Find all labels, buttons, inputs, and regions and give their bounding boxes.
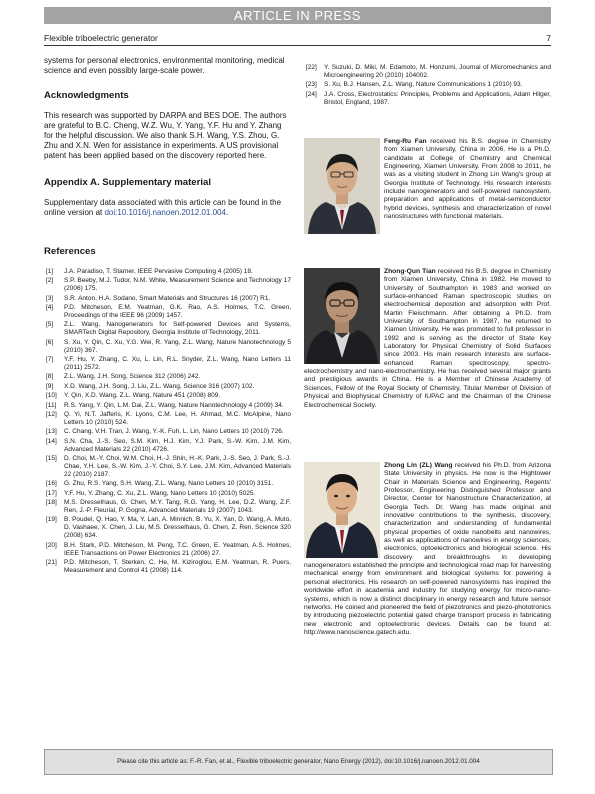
supplementary-doi-link[interactable]: doi:10.1016/j.nanoen.2012.01.004 bbox=[104, 208, 226, 217]
reference-text: X.D. Wang, J.H. Song, J. Liu, Z.L. Wang, Science 316 (2007) 102. bbox=[64, 382, 255, 390]
reference-number: [6] bbox=[46, 338, 54, 346]
author-photo-tian bbox=[304, 268, 380, 364]
reference-item bbox=[44, 516, 291, 540]
reference-number: [9] bbox=[46, 382, 54, 390]
author-photo-wang bbox=[304, 462, 380, 558]
appendix-body: Supplementary data associated with this article can be found in the online version at bbox=[44, 198, 282, 217]
reference-text: P.D. Mitcheson, E.M. Yeatman, G.K. Rao, A.S. Holmes, T.C. Green, Proceedings of the IEEE 96 (2009) 1457. bbox=[64, 304, 291, 320]
appendix-heading: Appendix A. Supplementary material bbox=[44, 177, 212, 188]
reference-text: S.R. Anton, H.A. Sodano, Smart Materials and Structures 16 (2007) R1. bbox=[64, 294, 271, 302]
running-head bbox=[44, 31, 551, 46]
bio-name: Feng-Ru Fan bbox=[384, 138, 427, 145]
citation-footer: Please cite this article as: F.-R. Fan, et al., Flexible triboelectric generator, Nano Energy (2012), doi:10.1016/j.nanoen.2012.01.004 bbox=[44, 749, 553, 775]
reference-text: B.H. Stark, P.D. Mitcheson, M. Peng, T.C. Green, E. Yeatman, A.S. Holmes, IEEE Transactions on Power Electronics 21 (2006) 27. bbox=[64, 541, 291, 557]
reference-number: [15] bbox=[46, 455, 57, 463]
reference-item bbox=[44, 304, 291, 320]
page-number: 7 bbox=[546, 33, 551, 43]
reference-text: S. Xu, Y. Qin, C. Xu, Y.G. Wei, R. Yang, Z.L. Wang, Nature Nanotechnology 5 (2010) 367. bbox=[64, 338, 291, 354]
reference-list-left bbox=[44, 268, 291, 575]
reference-text: Y.F. Hu, Y. Zhang, C. Xu, Z.L. Wang, Nano Letters 10 (2010) 5025. bbox=[64, 489, 256, 497]
reference-item bbox=[44, 542, 291, 558]
bio-body: received his B.S. degree in Chemistry from Xiamen University, China in 1982. He moved to University of Southampton in 1983 and worked on surface-enhanced Raman spectroscopic studies on electrochemical deposition and adsorption with Prof. Martin Fleischmann. After obtaining a Ph.D. from University of Southampton in 1987, he returned to Xiamen University. He was promoted to full professor in 1992 and is serving as the director of State Key Laboratory for Physical Chemistry of Solid Surfaces since 2003. His main research interests are surface-enhanced Raman spectroscopy, spectro-electrochemistry and nano-electrochemistry. He has received several major grants and prestigious awards in China. He is a Member of Chinese Academy of Sciences, Fellow of the Royal Society of Chemistry, Titular Member of Division of Physical and Biophysical Chemistry of IUPAC and the Chairman of the Chinese Electrochemical Society. bbox=[304, 268, 551, 409]
reference-number: [14] bbox=[46, 437, 57, 445]
article-in-press-banner: ARTICLE IN PRESS bbox=[44, 7, 551, 24]
reference-text: J.A. Cross, Electrostatics: Principles, Problems and Applications, Adam Hilger, Bristol, England, 1987. bbox=[324, 90, 551, 106]
reference-number: [10] bbox=[46, 392, 57, 400]
reference-item bbox=[304, 81, 551, 89]
reference-number: [2] bbox=[46, 277, 54, 285]
reference-number: [20] bbox=[46, 541, 57, 549]
reference-item bbox=[44, 402, 291, 410]
reference-item bbox=[44, 411, 291, 427]
reference-text: M.S. Dresselhaus, G. Chen, M.Y. Tang, R.G. Yang, H. Lee, D.Z. Wang, Z.F. Ren, J.-P. Fleurial, P. Gogna, Advanced Materials 19 (2007) 1043. bbox=[64, 499, 291, 514]
reference-text: S. Xu, B.J. Hansen, Z.L. Wang, Nature Communications 1 (2010) 93. bbox=[324, 81, 523, 89]
reference-item bbox=[44, 428, 291, 436]
reference-number: [4] bbox=[46, 304, 54, 312]
reference-item bbox=[44, 499, 291, 515]
reference-text: Q. Yi, N.T. Jafferis, K. Lyons, C.M. Lee, H. Ahmad, M.C. McAlpine, Nano Letters 10 (2010) 524. bbox=[64, 411, 291, 426]
reference-number: [13] bbox=[46, 428, 57, 436]
reference-number: [12] bbox=[46, 411, 57, 418]
reference-text: Y.F. Hu, Y. Zhang, C. Xu, L. Lin, R.L. Snyder, Z.L. Wang, Nano Letters 11 (2011) 2572. bbox=[64, 356, 291, 371]
reference-number: [21] bbox=[46, 558, 57, 566]
reference-number: [17] bbox=[46, 489, 57, 497]
bio-body: received his B.S. degree in Chemistry from Xiamen University, China in 2006. He is a Ph.D. candidate at College of Chemistry and Chemical Engineering, Xiamen University. From 2008 to 2011, he was as a visiting student in Zhong Lin Wang's group at Georgia Institute of Technology. His research interests include nanogenerators and self-powered nanosystem, preparation and applications of metal-semiconductor hybrid devices, synthesis and characterization of novel nanostructures with functional materials. bbox=[384, 138, 551, 221]
reference-item bbox=[44, 438, 291, 454]
reference-number: [8] bbox=[46, 373, 54, 381]
reference-list-right bbox=[304, 64, 551, 107]
reference-item bbox=[44, 339, 291, 355]
acknowledgments-text: This research was supported by DARPA and BES DOE. The authors are grateful to B.C. Cheng, W.Z. Wu, Y. Yang, Y.F. Hu and Y. Zhang for the helpful discussion. We also thank S.H. Wang, Y.S. Zhou, G. Zhu and X.N. Wen for assistance in experiments. A US provisional patent has been applied based on the discovery reported here. bbox=[44, 111, 287, 160]
reference-number: [16] bbox=[46, 480, 57, 488]
reference-text: S.P. Beeby, M.J. Tudor, N.M. White, Measurement Science and Technology 17 (2006) 175. bbox=[64, 277, 291, 293]
reference-item bbox=[44, 356, 291, 372]
reference-text: Y. Suzuki, D. Miki, M. Edamoto, M. Honzumi, Journal of Micromechanics and Microengineering 20 (2010) 104002. bbox=[324, 64, 551, 79]
bio-name: Zhong-Qun Tian bbox=[384, 268, 436, 275]
reference-item bbox=[44, 268, 291, 276]
reference-item bbox=[44, 392, 291, 400]
appendix-period: . bbox=[225, 208, 229, 217]
reference-number: [19] bbox=[46, 516, 57, 524]
reference-text: S.N. Cha, J.-S. Seo, S.M. Kim, H.J. Kim, Y.J. Park, S.-W. Kim, J.M. Kim, Advanced Materials 22 (2010) 4726. bbox=[64, 437, 291, 453]
reference-item bbox=[44, 455, 291, 479]
reference-item bbox=[44, 383, 291, 391]
reference-item bbox=[304, 91, 551, 107]
reference-number: [1] bbox=[46, 268, 54, 275]
reference-number: [7] bbox=[46, 356, 54, 364]
reference-text: Z.L. Wang, Nanogenerators for Self-powered Devices and Systems, SMARTech Digital Repository, Georgia Institute of Technology, 2011. bbox=[64, 321, 291, 337]
left-column bbox=[44, 56, 291, 576]
bio-body: received his Ph.D. from Arizona State University in physics. He now is the Hightower Chair in Materials Science and Engineering, Regents' Professor, Engineering Distinguished Professor and Director, Center for Nanostructure Characterization, at Georgia Tech. Dr. Wang has made original and innovative contributions to the synthesis, discovery, characterization and understanding of fundamental physical properties of oxide nanobelts and nanowires, as well as applications of nanowires in energy sciences, electronics, optoelectronics and biological science. His discovery and breakthroughs in developing nanogenerators established the principle and technological road map for harvesting mechanical energy from environment and biological systems for powering a personal electronics. His research on self-powered nanosystems has inspired the worldwide effort in academia and industry for studying energy for micro-nano-systems, which is now a distinct disciplinary in energy research and future sensor networks. He coined and pioneered the field of piezotronics and piezo-phototronics by introducing piezoelectric potential gated charge transport process in fabricating new electronic and optoelectronic devices. Details can be found at: http://www.nanoscience.gatech.edu. bbox=[304, 462, 551, 636]
reference-item bbox=[44, 480, 291, 488]
reference-item bbox=[44, 277, 291, 293]
reference-text: Y. Qin, X.D. Wang, Z.L. Wang, Nature 451 (2008) 809. bbox=[64, 392, 221, 400]
reference-number: [24] bbox=[306, 90, 317, 98]
right-column-references bbox=[304, 64, 551, 108]
reference-item bbox=[44, 321, 291, 337]
reference-item bbox=[44, 295, 291, 303]
reference-number: [5] bbox=[46, 321, 54, 329]
reference-item bbox=[44, 490, 291, 498]
reference-item bbox=[44, 373, 291, 381]
reference-text: G. Zhu, R.S. Yang, S.H. Wang, Z.L. Wang, Nano Letters 10 (2010) 3151. bbox=[64, 480, 274, 488]
reference-text: B. Poudel, Q. Hao, Y. Ma, Y. Lan, A. Minnich, B. Yu, X. Yan, D. Wang, A. Muto, D. Vashaee, X. Chen, J. Liu, M.S. Dresselhaus, G. Chen, Z. Ren, Science 320 (2008) 634. bbox=[64, 516, 291, 540]
appendix-text bbox=[44, 198, 291, 218]
running-head-title: Flexible triboelectric generator bbox=[44, 33, 158, 43]
reference-text: R.S. Yang, Y. Qin, L.M. Dai, Z.L. Wang, Nature Nanotechnology 4 (2009) 34. bbox=[64, 401, 284, 409]
reference-number: [23] bbox=[306, 81, 317, 89]
reference-text: Z.L. Wang, J.H. Song, Science 312 (2006) 242. bbox=[64, 373, 201, 381]
reference-number: [22] bbox=[306, 64, 317, 71]
author-photo-fan bbox=[304, 138, 380, 234]
reference-text: J.A. Paradiso, T. Starner, IEEE Pervasive Computing 4 (2005) 18. bbox=[64, 268, 253, 275]
reference-number: [3] bbox=[46, 294, 54, 302]
reference-text: D. Choi, M.-Y. Choi, W.M. Choi, H.-J. Shin, H.-K. Park, J.-S. Seo, J. Park, S.-J. Chae, Y.H. Lee, S.-W. Kim, J.-Y. Choi, S.Y. Lee, J.M. Kim, Advanced Materials 22 (2010) 2187. bbox=[64, 455, 291, 478]
reference-item bbox=[44, 559, 291, 575]
references-heading: References bbox=[44, 246, 96, 257]
reference-text: C. Chang, V.H. Tran, J. Wang, Y.-K. Fuh, L. Lin, Nano Letters 10 (2010) 726. bbox=[64, 428, 284, 436]
bio-name: Zhong Lin (ZL) Wang bbox=[384, 462, 453, 469]
reference-text: P.D. Mitcheson, T. Sterken, C. He, M. Kiziroglou, E.M. Yeatman, R. Puers, Measurement and Control 41 (2008) 114. bbox=[64, 558, 291, 574]
acknowledgments-heading: Acknowledgments bbox=[44, 90, 129, 101]
reference-number: [11] bbox=[46, 401, 57, 409]
reference-number: [18] bbox=[46, 499, 57, 507]
intro-paragraph: systems for personal electronics, environmental monitoring, medical science and even possibly large-scale power. bbox=[44, 56, 285, 75]
reference-item bbox=[304, 64, 551, 80]
